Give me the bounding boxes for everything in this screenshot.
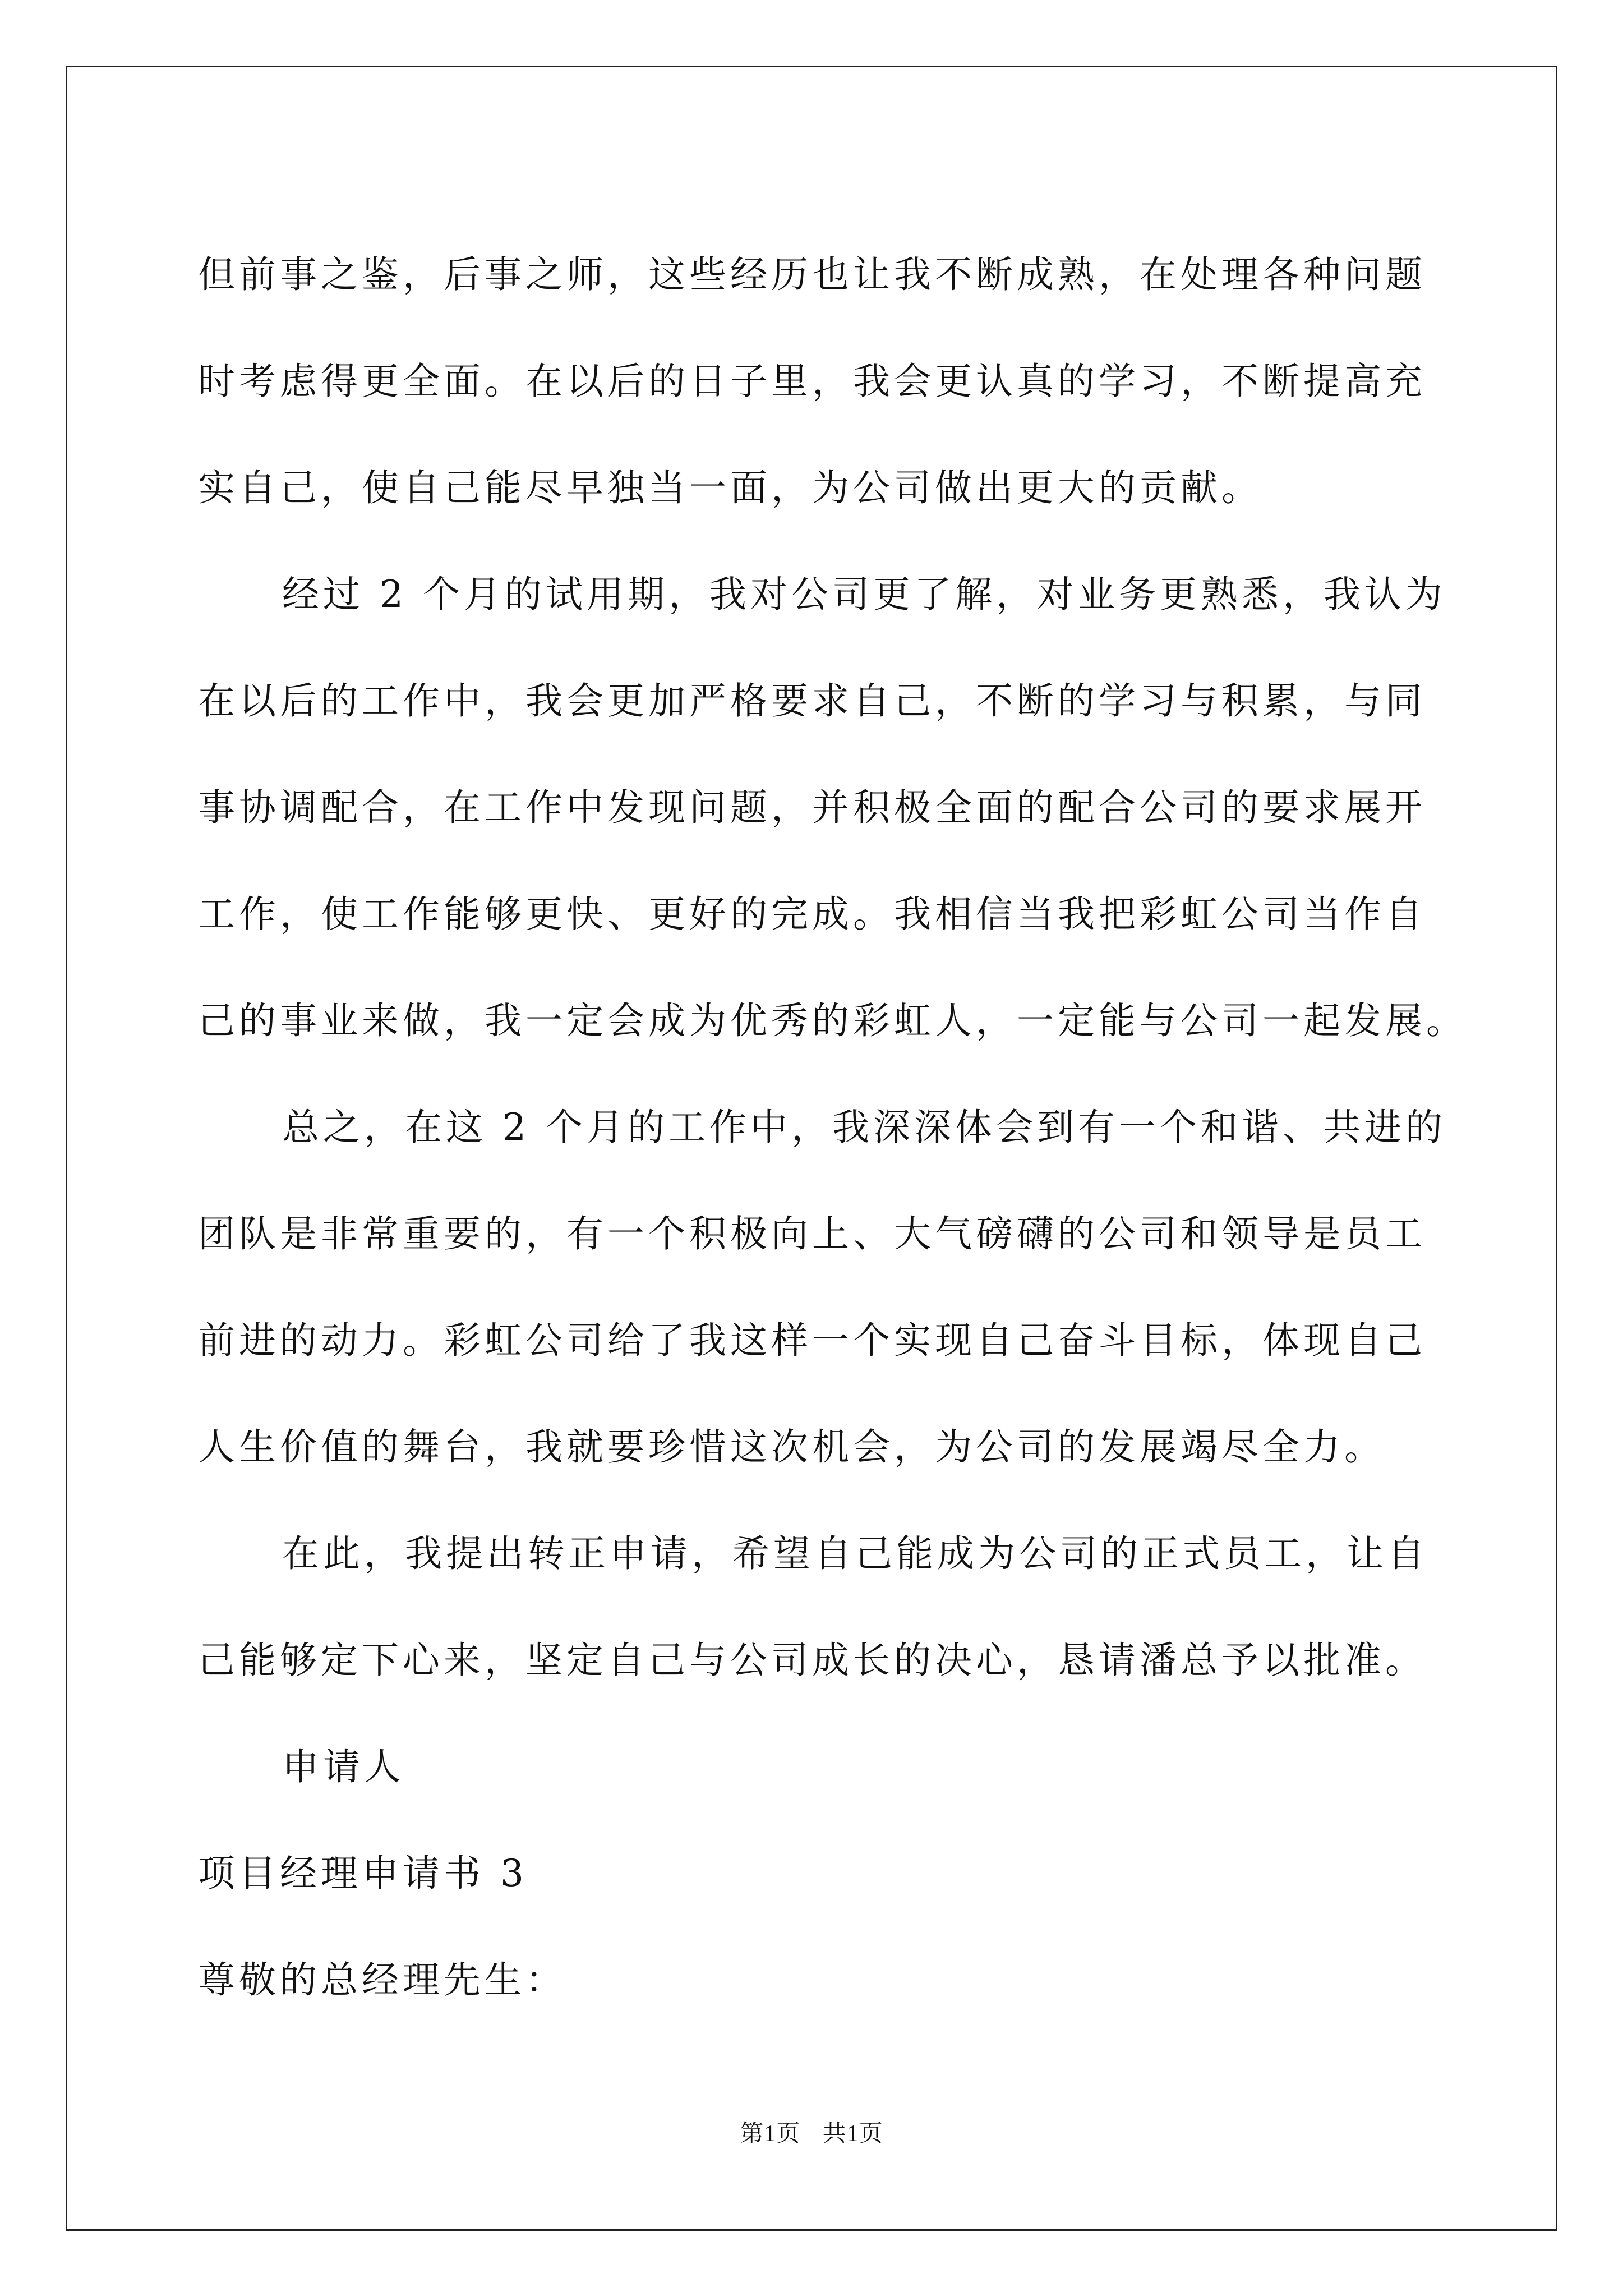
signature-label: 申请人 [282, 1745, 405, 1788]
paragraph-line: 在此，我提出转正申请，希望自己能成为公司的正式员工，让自 [282, 1532, 1428, 1575]
paragraph-line: 但前事之鉴，后事之师，这些经历也让我不断成熟，在处理各种问题 [198, 253, 1426, 296]
paragraph-line: 经过 2 个月的试用期，我对公司更了解，对业务更熟悉，我认为 [282, 573, 1446, 616]
page-footer [0, 2115, 1623, 2148]
paragraph-line: 己能够定下心来，坚定自己与公司成长的决心，恳请潘总予以批准。 [198, 1639, 1426, 1682]
paragraph-line: 前进的动力。彩虹公司给了我这样一个实现自己奋斗目标，体现自己 [198, 1319, 1426, 1362]
paragraph-line: 事协调配合，在工作中发现问题，并积极全面的配合公司的要求展开 [198, 786, 1426, 829]
paragraph-line: 团队是非常重要的，有一个积极向上、大气磅礴的公司和领导是员工 [198, 1212, 1426, 1255]
salutation: 尊敬的总经理先生： [198, 1958, 566, 2001]
paragraph-line: 总之，在这 2 个月的工作中，我深深体会到有一个和谐、共进的 [282, 1106, 1446, 1149]
document-body [198, 222, 1467, 2033]
paragraph-line: 时考虑得更全面。在以后的日子里，我会更认真的学习，不断提高充 [198, 360, 1426, 403]
paragraph-line: 己的事业来做，我一定会成为优秀的彩虹人，一定能与公司一起发展。 [198, 999, 1467, 1042]
page-number: 第1页 [740, 2121, 801, 2147]
paragraph-line: 实自己，使自己能尽早独当一面，为公司做出更大的贡献。 [198, 466, 1262, 509]
paragraph-line: 工作，使工作能够更快、更好的完成。我相信当我把彩虹公司当作自 [198, 892, 1426, 936]
page-total: 共1页 [822, 2121, 883, 2147]
paragraph-line: 人生价值的舞台，我就要珍惜这次机会，为公司的发展竭尽全力。 [198, 1425, 1385, 1469]
paragraph-line: 在以后的工作中，我会更加严格要求自己，不断的学习与积累，与同 [198, 679, 1426, 723]
section-heading: 项目经理申请书 3 [198, 1852, 528, 1895]
